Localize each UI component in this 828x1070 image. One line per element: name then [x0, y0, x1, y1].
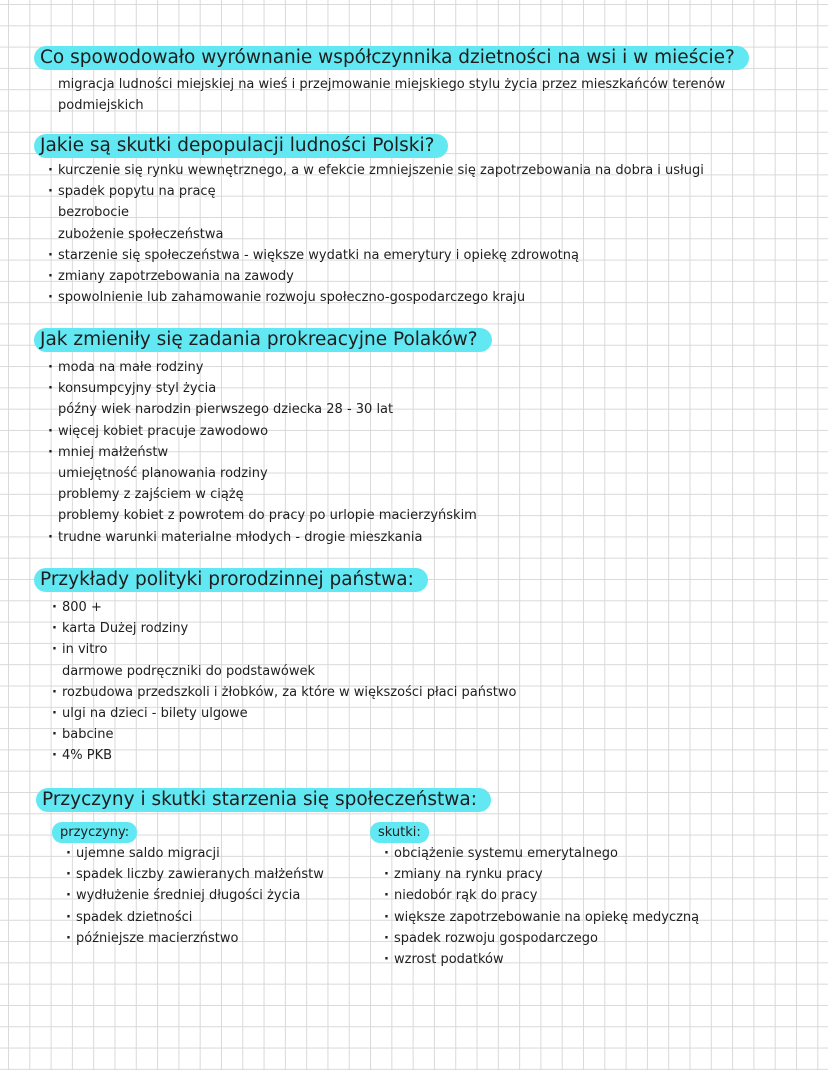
- cause-item: · późniejsze macierzństwo: [76, 928, 238, 949]
- list-item: · babcine: [62, 724, 113, 745]
- section-heading: Przykłady polityki prorodzinnej państwa:: [34, 568, 428, 592]
- list-item: umiejętność planowania rodziny: [58, 466, 268, 481]
- section-heading: Jakie są skutki depopulacji ludności Polski?: [34, 134, 448, 158]
- list-item: problemy kobiet z powrotem do pracy po urlopie macierzyńskim: [58, 508, 477, 524]
- list-item: · kurczenie się rynku wewnętrznego, a w efekcie zmniejszenie się zapotrzebowania na dobra i usługi: [58, 160, 704, 181]
- effect-item: · spadek rozwoju gospodarczego: [394, 928, 598, 949]
- section-heading: Przyczyny i skutki starzenia się społeczeństwa:: [36, 788, 491, 812]
- list-item: · spadek popytu na pracę: [58, 181, 216, 202]
- effect-item: · obciążenie systemu emerytalnego: [394, 843, 618, 864]
- list-item: zubożenie społeczeństwa: [58, 226, 224, 242]
- cause-item: · spadek liczby zawieranych małżeństw: [76, 864, 324, 885]
- cause-item: · wydłużenie średniej długości życia: [76, 885, 300, 906]
- list-item: migracja ludności miejskiej na wieś i przejmowanie miejskiego stylu życia przez mieszkańców terenów: [58, 77, 726, 92]
- list-item: · 800 +: [62, 597, 102, 618]
- list-item: · mniej małżeństw: [58, 442, 168, 463]
- list-item: · 4% PKB: [62, 745, 112, 766]
- effects-label: skutki:: [370, 822, 429, 843]
- list-item: · zmiany zapotrzebowania na zawody: [58, 266, 294, 287]
- list-item: · trudne warunki materialne młodych - drogie mieszkania: [58, 527, 422, 548]
- list-item: · moda na małe rodziny: [58, 357, 203, 378]
- effect-item: · wzrost podatków: [394, 949, 504, 970]
- list-item: podmiejskich: [58, 98, 144, 114]
- list-item: · konsumpcyjny styl życia: [58, 378, 216, 399]
- effect-item: · większe zapotrzebowanie na opiekę medyczną: [394, 907, 699, 928]
- list-item: · karta Dużej rodziny: [62, 618, 188, 639]
- list-item: darmowe podręczniki do podstawówek: [62, 663, 315, 679]
- section-heading: Jak zmieniły się zadania prokreacyjne Polaków?: [34, 328, 492, 352]
- list-item: późny wiek narodzin pierwszego dziecka 28 - 30 lat: [58, 402, 394, 418]
- section-heading: Co spowodowało wyrównanie współczynnika dzietności na wsi i w mieście?: [34, 46, 749, 70]
- list-item: problemy z zajściem w ciążę: [58, 487, 244, 503]
- list-item: · rozbudowa przedszkoli i żłobków, za które w większości płaci państwo: [62, 682, 516, 703]
- list-item: · więcej kobiet pracuje zawodowo: [58, 421, 268, 442]
- cause-item: · ujemne saldo migracji: [76, 843, 220, 864]
- list-item: · starzenie się społeczeństwa - większe wydatki na emerytury i opiekę zdrowotną: [58, 245, 579, 266]
- cause-item: · spadek dzietności: [76, 907, 192, 928]
- effect-item: · niedobór rąk do pracy: [394, 885, 537, 906]
- list-item: bezrobocie: [58, 205, 130, 221]
- list-item: · ulgi na dzieci - bilety ulgowe: [62, 703, 248, 724]
- list-item: · in vitro: [62, 639, 107, 660]
- list-item: · spowolnienie lub zahamowanie rozwoju społeczno-gospodarczego kraju: [58, 287, 525, 308]
- causes-label: przyczyny:: [52, 822, 137, 843]
- effect-item: · zmiany na rynku pracy: [394, 864, 543, 885]
